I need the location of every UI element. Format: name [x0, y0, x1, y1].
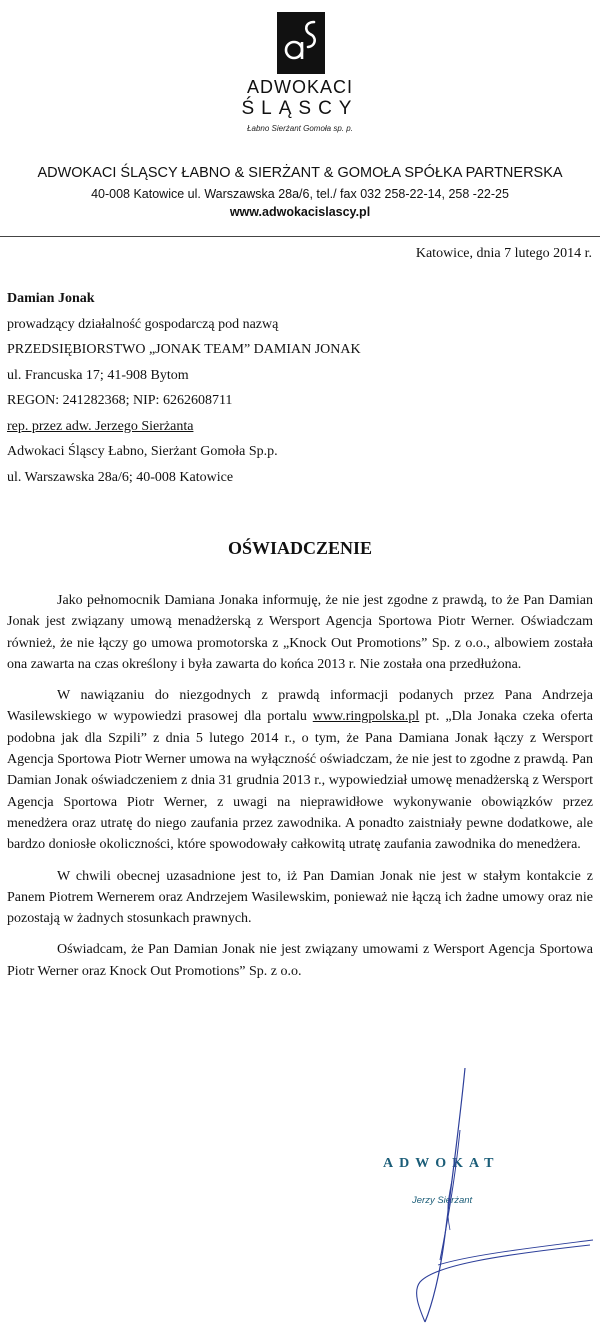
- recipient-line: rep. przez adw. Jerzego Sierżanta: [7, 418, 194, 434]
- recipient-line: REGON: 241282368; NIP: 6262608711: [7, 393, 233, 408]
- brand-name-line2: ŚLĄSCY: [241, 98, 359, 119]
- header-divider: [0, 236, 600, 237]
- body-paragraph: W chwili obecnej uzasadnione jest to, iż Pan Damian Jonak nie jest w stałym kontakcie z Panem Piotrem Wernerem oraz Andrzejem Wasilewskim, ponieważ nie łączą ich żadne umowy oraz nie pozostają w żadnych stosunkach prawnych.: [7, 868, 593, 927]
- body-paragraph: Oświadcam, że Pan Damian Jonak nie jest związany umowami z Wersport Agencja Sportowa Piotr Werner oraz Knock Out Promotions” Sp. z o.o.: [7, 942, 593, 979]
- recipient-line: prowadzący działalność gospodarczą pod nazwą: [7, 316, 279, 332]
- recipient-line: ul. Francuska 17; 41-908 Bytom: [7, 367, 189, 383]
- firm-website[interactable]: www.adwokacislascy.pl: [229, 205, 371, 219]
- recipient-block: [7, 289, 567, 493]
- handwritten-signature: [390, 1060, 595, 1335]
- a-s-monogram-logo-icon: [277, 12, 325, 74]
- stamp-name: Jerzy Sierżant: [412, 1195, 473, 1206]
- date-line: Katowice, dnia 7 lutego 2014 r.: [415, 246, 592, 261]
- firm-name: ADWOKACI ŚLĄSCY ŁABNO & SIERŻANT & GOMOŁA SPÓŁKA PARTNERSKA: [37, 165, 563, 181]
- body-paragraph: Jako pełnomocnik Damiana Jonaka informuję, że nie jest zgodne z prawdą, to że Pan Damian Jonak jest związany umową menadżerską z Wersport Agencja Sportowa Piotr Werner. Oświadczam również, że nie łączy go umowa promotorska z „Knock Out Promotions” Sp. z o.o., albowiem została ona zawarta na czas określony i była zawarta do końca 2013 r. Nie została ona przedłużona.: [7, 593, 593, 672]
- body-text: W nawiązaniu do niezgodnych z prawdą informacji podanych przez Pana Andrzeja Wasilewskiego w wypowiedzi prasowej dla portalu: [7, 688, 593, 725]
- recipient-line: ul. Warszawska 28a/6; 40-008 Katowice: [7, 469, 234, 485]
- body-paragraph: [7, 685, 593, 855]
- document-body: [7, 590, 593, 992]
- body-text: pt. „Dla Jonaka czeka oferta podobna jak dla Szpili” z dnia 5 lutego 2014 r., o tym, że Pana Damiana Jonak łączy z Wersport Agencja Sportowa Piotr Werner umowa na wyłączność oświadczam, że nie jest to zgodne z prawdą. Pan Damian Jonak oświadczeniem z dnia 31 grudnia 2013 r., wypowiedział umowę menadżerską z Wersport Agencja Sportowa Piotr Werner, z uwagi na nieprawidłowe wykonywanie obowiązków przez menedżera oraz utratę do niego zaufania przez zawodnika. A ponadto zaistniały pewne dodatkowe, ale bardzo doniosłe okoliczności, które spowodowały całkowitą utratę zaufania zawodnika do menedżera.: [7, 709, 593, 853]
- recipient-line: PRZEDSIĘBIORSTWO „JONAK TEAM” DAMIAN JONAK: [7, 342, 361, 357]
- recipient-line: Adwokaci Śląscy Łabno, Sierżant Gomoła Sp.p.: [7, 444, 278, 459]
- brand-name-line1: ADWOKACI: [246, 77, 353, 97]
- recipient-name: Damian Jonak: [7, 291, 95, 306]
- ringpolska-link[interactable]: www.ringpolska.pl: [312, 709, 420, 725]
- brand-partners: Łabno Sierżant Gomoła sp. p.: [247, 124, 353, 133]
- document-title: OŚWIADCZENIE: [227, 538, 373, 558]
- stamp-title: ADWOKAT: [383, 1156, 500, 1171]
- firm-address: 40-008 Katowice ul. Warszawska 28a/6, tel./ fax 032 258-22-14, 258 -22-25: [91, 187, 509, 201]
